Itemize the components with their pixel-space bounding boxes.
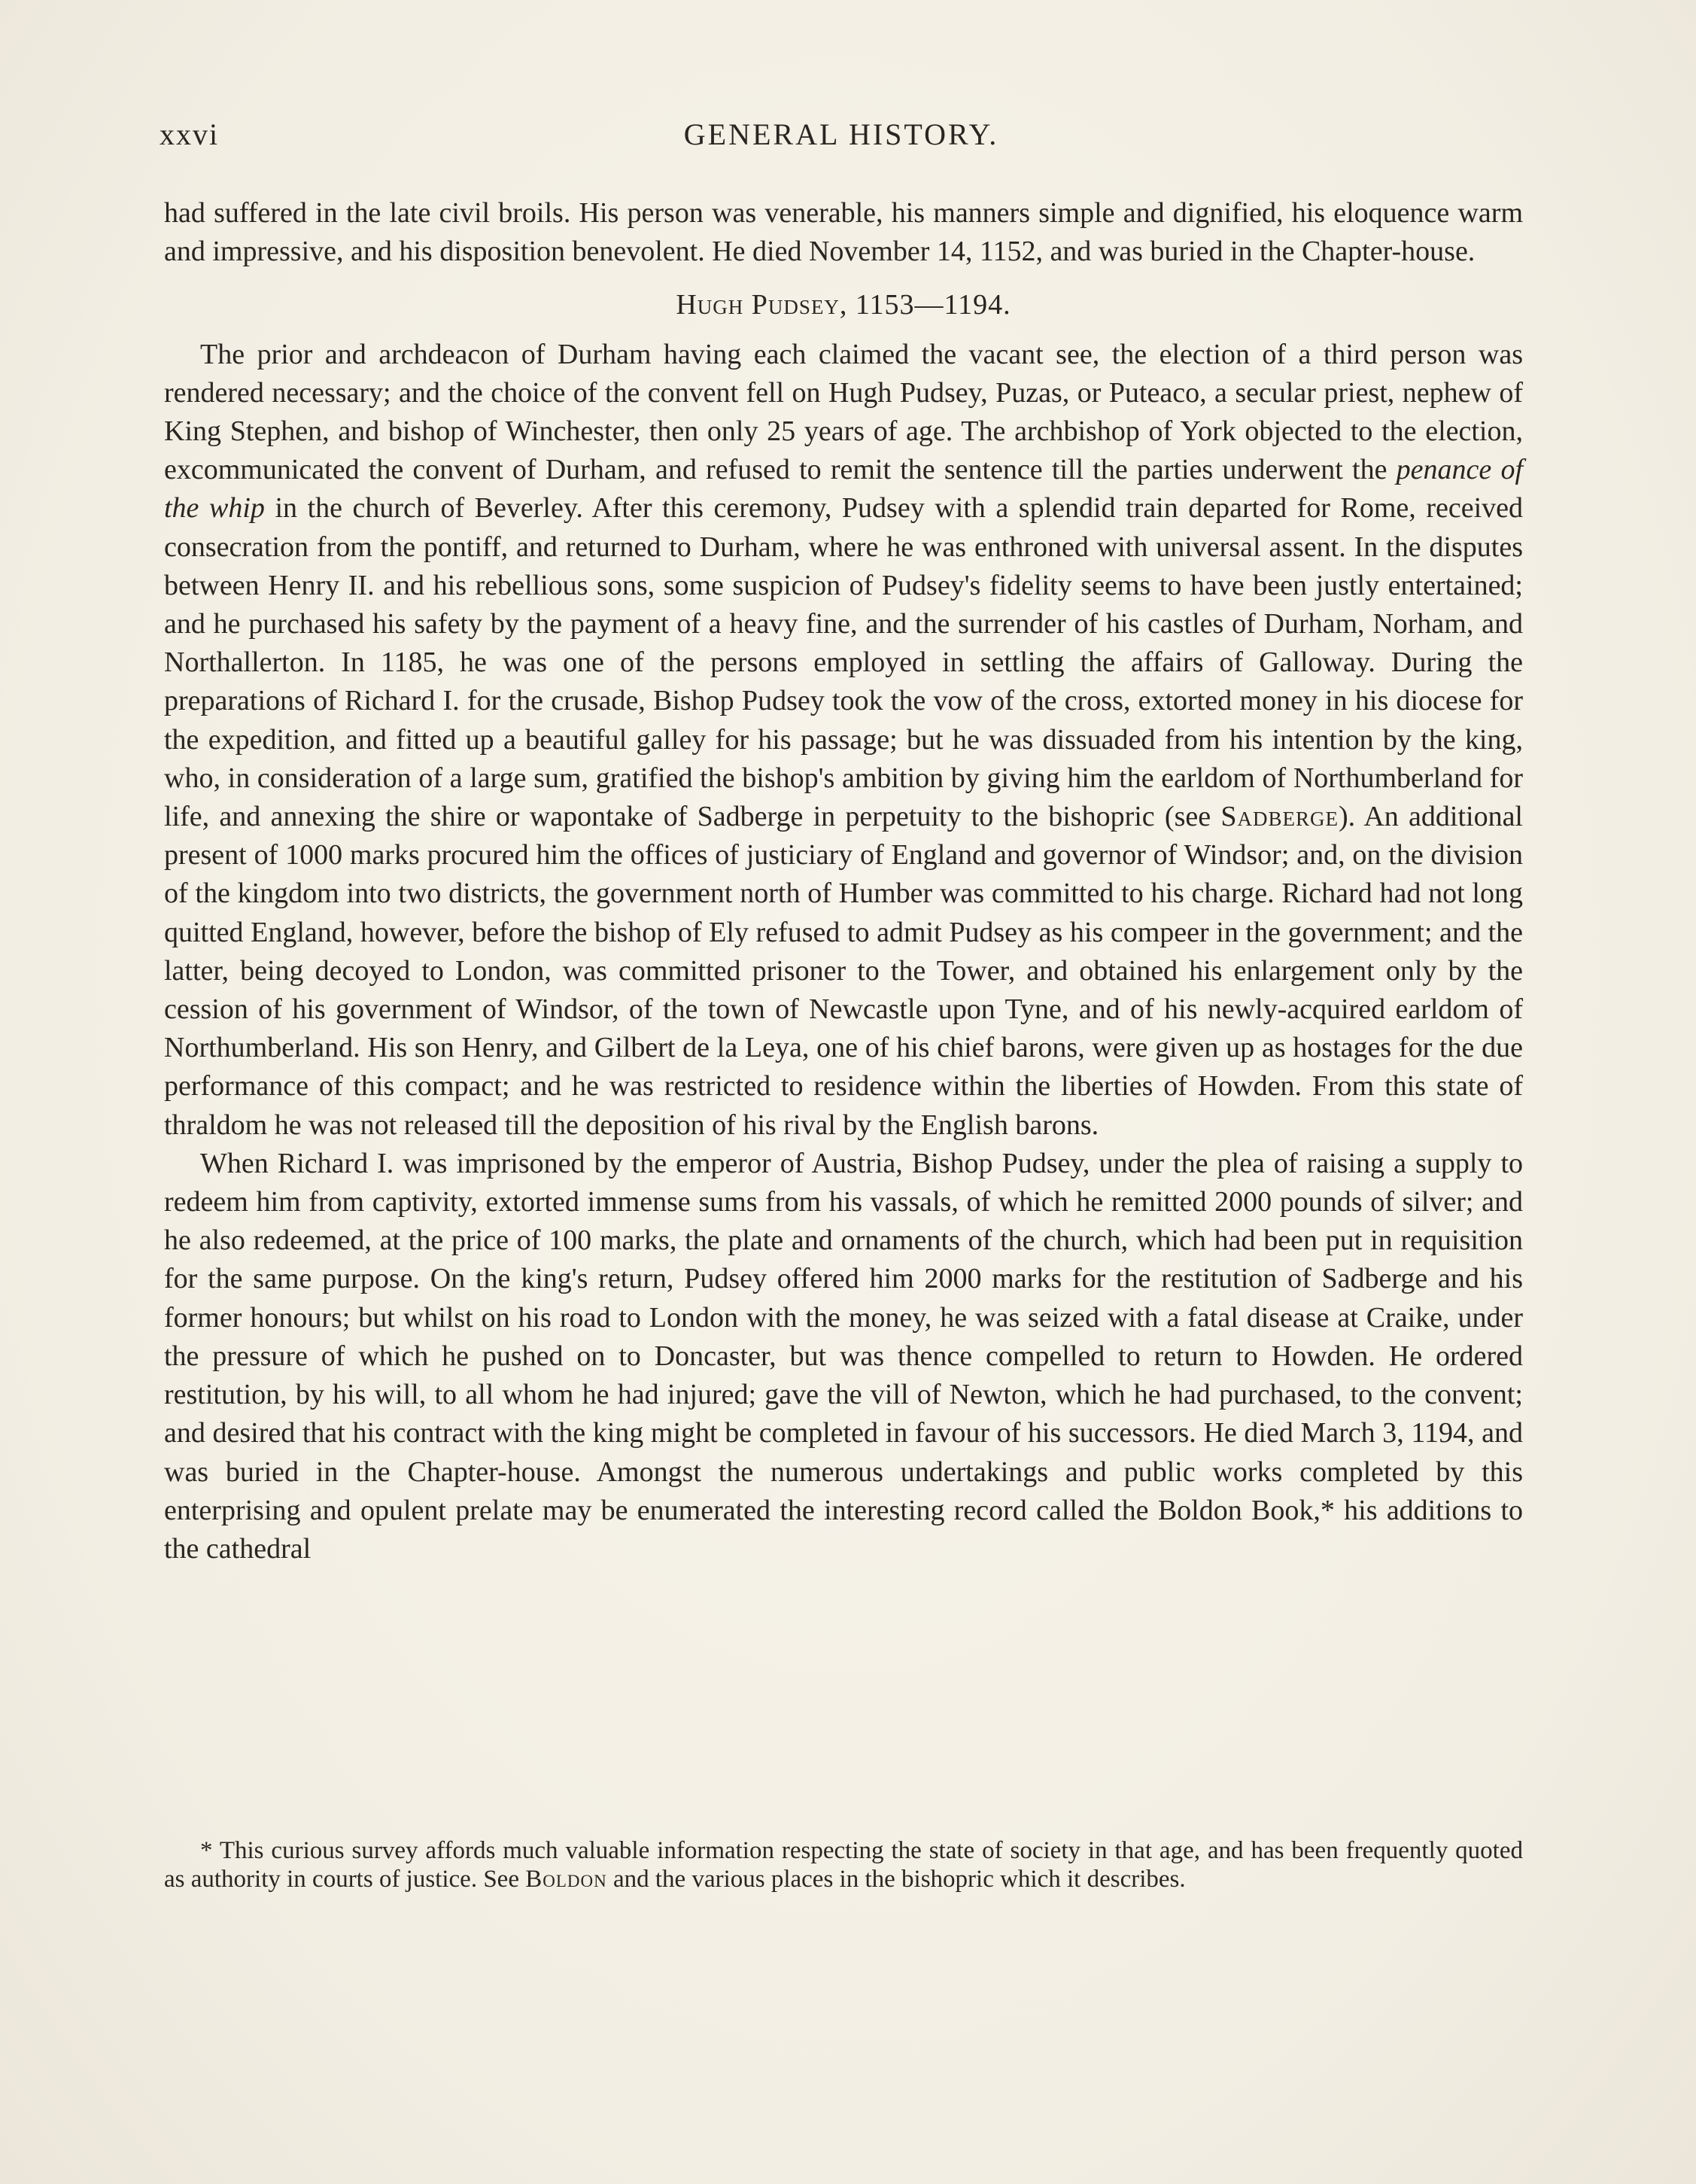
section-heading: Hugh Pudsey, 1153—1194. (676, 289, 1011, 321)
footnote (164, 1836, 1523, 1894)
text-run: in the church of Beverley. After this ceremony, Pudsey with a splendid train departed for Rome, received consecration from the pontiff, and returned to Durham, where he was enthroned with universal assent. In the disputes between Henry II. and his rebellious sons, some suspicion of Pudsey's fidelity seems to have been justly entertained; and he purchased his safety by the payment of a heavy fine, and the surrender of his castles of Durham, Norham, and Northallerton. In 1185, he was one of the persons employed in settling the affairs of Galloway. During the preparations of Richard I. for the crusade, Bishop Pudsey took the vow of the cross, extorted money in his diocese for the expedition, and fitted up a beautiful galley for his passage; but he was dissuaded from his intention by the king, who, in consideration of a large sum, gratified the bishop's ambition by giving him the earldom of Northumberland for life, and annexing the shire or wapontake of Sadberge in perpetuity to the bishopric (see (164, 492, 1524, 833)
footnote-text: and the various places in the bishopric which it describes. (612, 1866, 1186, 1893)
paragraph-richard-imprisoned: When Richard I. was imprisoned by the emperor of Austria, Bishop Pudsey, under the plea of raising a supply to redeem him from captivity, extorted immense sums from his vassals, of which he remitted 2000 pounds of silver; and he also redeemed, at the price of 100 marks, the plate and ornaments of the church, which had been put in requisition for the same purpose. On the king's return, Pudsey offered him 2000 marks for the restitution of Sadberge and his former honours; but whilst on his road to London with the money, he was seized with a fatal disease at Craike, under the pressure of which he pushed on to Doncaster, but was thence compelled to return to Howden. He ordered restitution, by his will, to all whom he had injured; gave the vill of Newton, which he had purchased, to the convent; and desired that his contract with the king might be completed in favour of his successors. He died March 3, 1194, and was buried in the Chapter-house. Amongst the numerous undertakings and public works completed by this enterprising and opulent prelate may be enumerated the interesting record called the Boldon Book,* his additions to the cathedral (164, 1147, 1523, 1565)
text-run: The prior and archdeacon of Durham having each claimed the vacant see, the election of a third person was rendered necessary; and the choice of the convent fell on Hugh Pudsey, Puzas, or Puteaco, a secular priest, nephew of King Stephen, and bishop of Winchester, then only 25 years of age. The archbishop of York objected to the election, excommunicated the convent of Durham, and refused to remit the sentence till the parties underwent the (164, 338, 1523, 486)
running-header (160, 117, 1523, 162)
paragraph-pudsey-election (164, 336, 1523, 1145)
text-run: ). An additional present of 1000 marks procured him the offices of justiciary of England and governor of Windsor; and, on the division of the kingdom into two districts, the government north of Humber was committed to his charge. Richard had not long quitted England, however, before the bishop of Ely refused to admit Pudsey as his compeer in the government; and the latter, being decoyed to London, was committed prisoner to the Tower, and obtained his enlargement only by the cession of his government of Windsor, of the town of Newcastle upon Tyne, and of his newly-acquired earldom of Northumberland. His son Henry, and Gilbert de la Leya, one of his chief barons, were given up as hostages for the due performance of this compact; and he was restricted to residence within the liberties of Howden. From this state of thraldom he was not released till the deposition of his rival by the English barons. (164, 801, 1523, 1141)
cross-reference: Sadberge (1220, 801, 1339, 833)
running-title: GENERAL HISTORY. (683, 117, 999, 151)
footnote-text: * This curious survey affords much valuable information respecting the state of society in that age, and has been frequently quoted as authority in courts of justice. See (164, 1837, 1523, 1893)
body-text (164, 194, 1523, 1568)
footnote-cross-reference: Boldon (525, 1866, 607, 1893)
paragraph-continued: had suffered in the late civil broils. His person was venerable, his manners simple and dignified, his eloquence warm and impressive, and his disposition benevolent. He died November 14, 1152, and was buried in the Chapter-house. (164, 197, 1523, 268)
page-number: xxvi (160, 117, 220, 151)
italic-phrase: penance of the whip (164, 454, 1523, 525)
